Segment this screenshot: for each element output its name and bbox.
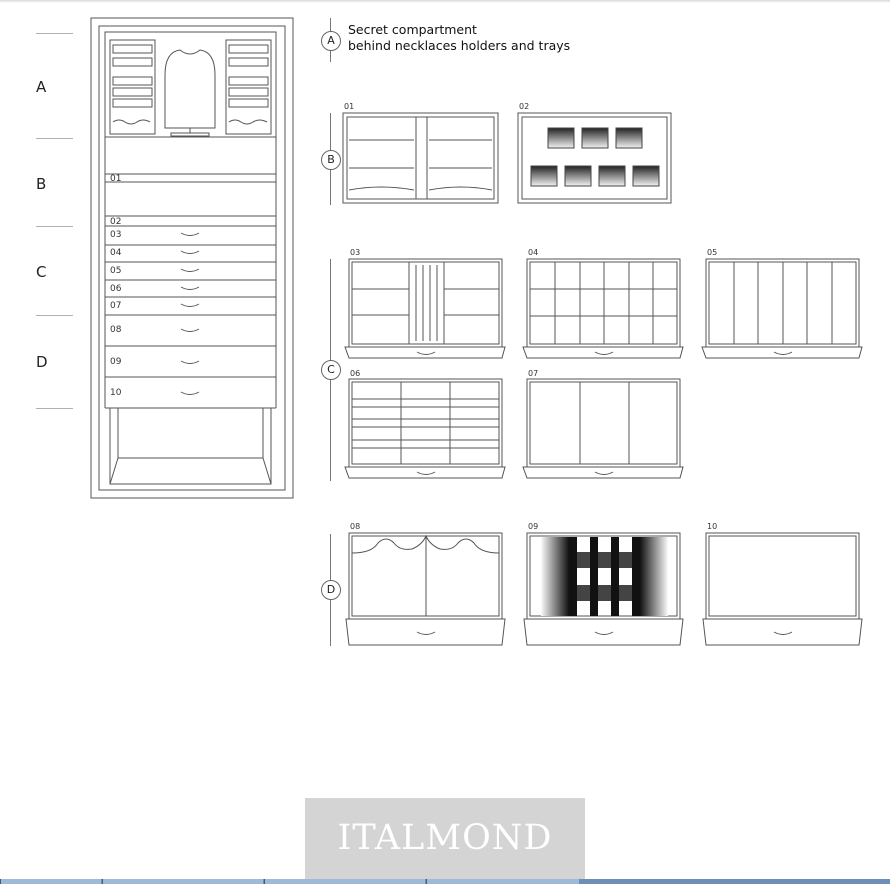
taskbar-button[interactable] bbox=[426, 879, 579, 884]
taskbar-button[interactable] bbox=[0, 879, 101, 884]
marker-b: B bbox=[321, 150, 341, 170]
marker-a: A bbox=[321, 31, 341, 51]
section-label-a: A bbox=[36, 78, 47, 96]
section-label-d: D bbox=[36, 353, 48, 371]
drawer-number: 02 bbox=[110, 217, 122, 227]
note-line-2: behind necklaces holders and trays bbox=[348, 38, 571, 53]
panel-label: 10 bbox=[707, 522, 718, 531]
drawer-number: 08 bbox=[110, 325, 122, 335]
watermark-box bbox=[305, 798, 585, 884]
panel-label: 08 bbox=[350, 522, 361, 531]
panel-label: 05 bbox=[707, 248, 718, 257]
panel-label: 09 bbox=[528, 522, 539, 531]
section-label-c: C bbox=[36, 263, 47, 281]
drawer-number: 09 bbox=[110, 357, 122, 367]
drawer-number: 01 bbox=[110, 174, 122, 184]
panel-06 bbox=[349, 379, 502, 467]
note-line-1: Secret compartment bbox=[348, 22, 477, 37]
drawer-number: 10 bbox=[110, 388, 122, 398]
panel-label: 06 bbox=[350, 369, 361, 378]
taskbar-button[interactable] bbox=[264, 879, 425, 884]
watch-rolls bbox=[541, 537, 668, 616]
drawer-number: 06 bbox=[110, 284, 122, 294]
panel-10 bbox=[706, 533, 859, 619]
panel-label: 03 bbox=[350, 248, 361, 257]
drawer-number: 05 bbox=[110, 266, 122, 276]
bottom-compartment bbox=[110, 408, 271, 484]
panel-label: 01 bbox=[344, 102, 355, 111]
panel-03 bbox=[349, 259, 502, 347]
marker-d: D bbox=[321, 580, 341, 600]
drawer-number: 03 bbox=[110, 230, 122, 240]
panel-label: 02 bbox=[519, 102, 530, 111]
panel-01 bbox=[343, 113, 498, 203]
secret-compartment-note bbox=[348, 22, 570, 54]
panel-07 bbox=[527, 379, 680, 467]
drawer-number: 04 bbox=[110, 248, 122, 258]
marker-c: C bbox=[321, 360, 341, 380]
watermark-text: ITALMOND bbox=[337, 818, 553, 858]
panel-02 bbox=[518, 113, 671, 203]
jewelry-trays bbox=[531, 128, 659, 186]
necklace-bust bbox=[165, 50, 215, 128]
drawer-number: 07 bbox=[110, 301, 122, 311]
section-label-b: B bbox=[36, 175, 47, 193]
panel-label: 07 bbox=[528, 369, 539, 378]
panel-label: 04 bbox=[528, 248, 539, 257]
taskbar-button[interactable] bbox=[102, 879, 263, 884]
